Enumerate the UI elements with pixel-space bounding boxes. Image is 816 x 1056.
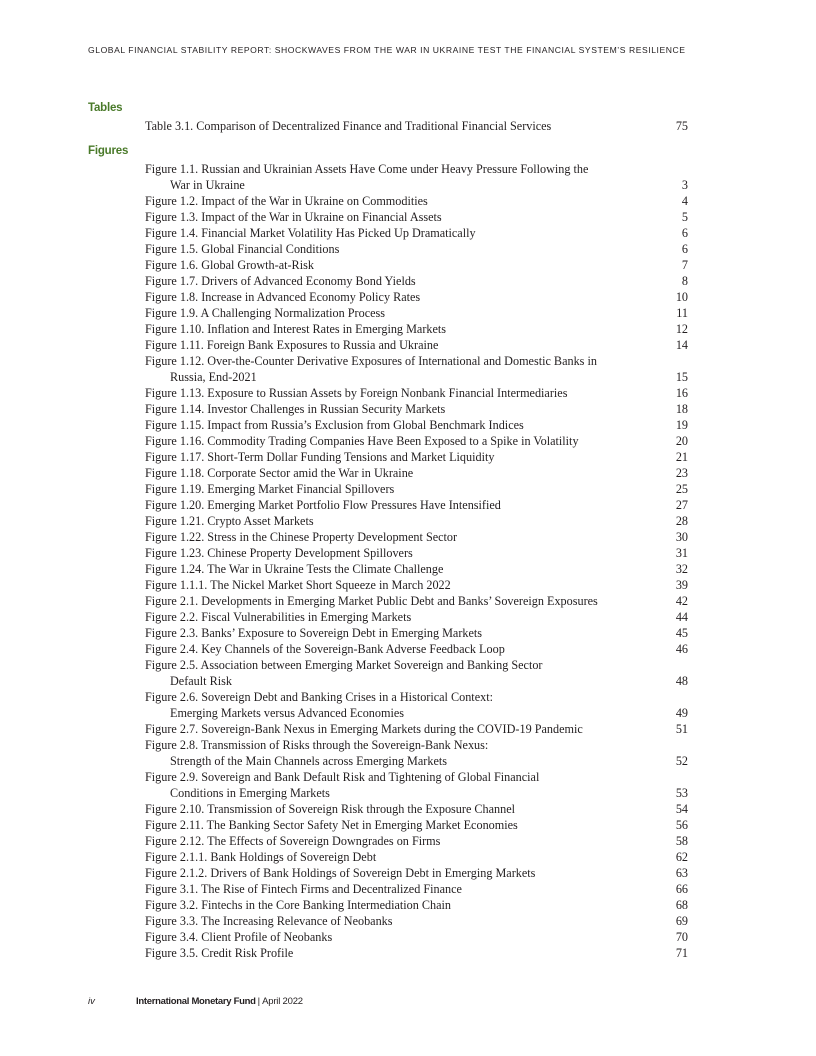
figure-entry bbox=[145, 273, 688, 289]
entry-page-number: 10 bbox=[675, 290, 688, 304]
entry-title: Figure 2.4. Key Channels of the Sovereign-Bank Adverse Feedback Loop bbox=[145, 642, 505, 656]
entry-page-number: 49 bbox=[675, 706, 688, 720]
entry-title-continuation: Default Risk bbox=[170, 674, 232, 688]
entry-title: Figure 1.18. Corporate Sector amid the War in Ukraine bbox=[145, 466, 414, 480]
entry-page-number: 58 bbox=[675, 834, 688, 848]
figure-entry bbox=[145, 305, 688, 321]
entry-title: Figure 3.5. Credit Risk Profile bbox=[145, 946, 294, 960]
figure-entry bbox=[145, 321, 688, 337]
running-header: GLOBAL FINANCIAL STABILITY REPORT: SHOCKWAVES FROM THE WAR IN UKRAINE TEST THE FINANCIAL SYSTEM’S RESILIENCE bbox=[88, 45, 686, 55]
entry-page-number: 7 bbox=[681, 258, 688, 272]
figure-entry bbox=[145, 561, 688, 577]
entry-page-number: 54 bbox=[675, 802, 688, 816]
entry-title: Figure 1.8. Increase in Advanced Economy Policy Rates bbox=[145, 290, 421, 304]
figure-entry bbox=[145, 161, 688, 193]
entry-page-number: 39 bbox=[675, 578, 688, 592]
entry-title: Figure 1.13. Exposure to Russian Assets by Foreign Nonbank Financial Intermediaries bbox=[145, 386, 568, 400]
figure-entry bbox=[145, 801, 688, 817]
entry-page-number: 6 bbox=[681, 242, 688, 256]
entry-page-number: 45 bbox=[675, 626, 688, 640]
figure-entry bbox=[145, 209, 688, 225]
entry-title: Figure 3.3. The Increasing Relevance of Neobanks bbox=[145, 914, 393, 928]
entry-title: Figure 1.23. Chinese Property Development Spillovers bbox=[145, 546, 413, 560]
figure-entry bbox=[145, 721, 688, 737]
figures-list bbox=[145, 161, 688, 961]
figure-entry bbox=[145, 945, 688, 961]
entry-title: Figure 1.4. Financial Market Volatility Has Picked Up Dramatically bbox=[145, 226, 476, 240]
figure-entry bbox=[145, 833, 688, 849]
entry-title: Figure 2.8. Transmission of Risks through the Sovereign-Bank Nexus: bbox=[145, 738, 489, 752]
entry-title: Figure 2.10. Transmission of Sovereign Risk through the Exposure Channel bbox=[145, 802, 516, 816]
entry-page-number: 23 bbox=[675, 466, 688, 480]
entry-page-number: 56 bbox=[675, 818, 688, 832]
entry-page-number: 15 bbox=[675, 370, 688, 384]
entry-page-number: 28 bbox=[675, 514, 688, 528]
entry-title: Figure 1.19. Emerging Market Financial Spillovers bbox=[145, 482, 395, 496]
entry-page-number: 6 bbox=[681, 226, 688, 240]
entry-title: Figure 2.1. Developments in Emerging Market Public Debt and Banks’ Sovereign Exposures bbox=[145, 594, 598, 608]
entry-title-continuation: Russia, End-2021 bbox=[170, 370, 257, 384]
figure-entry bbox=[145, 257, 688, 273]
entry-title: Figure 1.14. Investor Challenges in Russian Security Markets bbox=[145, 402, 446, 416]
figure-entry bbox=[145, 337, 688, 353]
entry-page-number: 75 bbox=[675, 119, 688, 133]
entry-page-number: 14 bbox=[675, 338, 688, 352]
entry-page-number: 30 bbox=[675, 530, 688, 544]
entry-page-number: 3 bbox=[681, 178, 688, 192]
figure-entry bbox=[145, 529, 688, 545]
figure-entry bbox=[145, 689, 688, 721]
entry-page-number: 25 bbox=[675, 482, 688, 496]
figure-entry bbox=[145, 817, 688, 833]
entry-title: Figure 3.2. Fintechs in the Core Banking Intermediation Chain bbox=[145, 898, 451, 912]
entry-page-number: 68 bbox=[675, 898, 688, 912]
entry-title: Figure 1.3. Impact of the War in Ukraine on Financial Assets bbox=[145, 210, 442, 224]
entry-page-number: 42 bbox=[675, 594, 688, 608]
entry-page-number: 51 bbox=[675, 722, 688, 736]
entry-page-number: 70 bbox=[675, 930, 688, 944]
page-folio: iv bbox=[88, 996, 95, 1007]
entry-title: Figure 1.5. Global Financial Conditions bbox=[145, 242, 340, 256]
figure-entry bbox=[145, 593, 688, 609]
figure-entry bbox=[145, 545, 688, 561]
entry-title: Figure 1.1. Russian and Ukrainian Assets Have Come under Heavy Pressure Following the bbox=[145, 162, 589, 176]
entry-page-number: 52 bbox=[675, 754, 688, 768]
entry-title: Figure 2.3. Banks’ Exposure to Sovereign Debt in Emerging Markets bbox=[145, 626, 483, 640]
entry-title-continuation: Emerging Markets versus Advanced Economies bbox=[170, 706, 404, 720]
figure-entry bbox=[145, 897, 688, 913]
entry-title: Figure 2.9. Sovereign and Bank Default Risk and Tightening of Global Financial bbox=[145, 770, 540, 784]
figure-entry bbox=[145, 609, 688, 625]
table-entry bbox=[145, 118, 688, 134]
entry-page-number: 66 bbox=[675, 882, 688, 896]
figure-entry bbox=[145, 401, 688, 417]
entry-title: Figure 1.7. Drivers of Advanced Economy Bond Yields bbox=[145, 274, 416, 288]
figure-entry bbox=[145, 193, 688, 209]
entry-page-number: 11 bbox=[676, 306, 688, 320]
entry-title: Figure 1.16. Commodity Trading Companies Have Been Exposed to a Spike in Volatility bbox=[145, 434, 579, 448]
entry-title: Figure 1.22. Stress in the Chinese Property Development Sector bbox=[145, 530, 458, 544]
entry-title: Figure 1.2. Impact of the War in Ukraine on Commodities bbox=[145, 194, 428, 208]
entry-title-continuation: Strength of the Main Channels across Emerging Markets bbox=[170, 754, 447, 768]
entry-title: Figure 2.7. Sovereign-Bank Nexus in Emerging Markets during the COVID-19 Pandemic bbox=[145, 722, 583, 736]
entry-page-number: 20 bbox=[675, 434, 688, 448]
entry-page-number: 62 bbox=[675, 850, 688, 864]
figure-entry bbox=[145, 225, 688, 241]
entry-title: Figure 1.17. Short-Term Dollar Funding Tensions and Market Liquidity bbox=[145, 450, 495, 464]
entry-title: Figure 1.9. A Challenging Normalization Process bbox=[145, 306, 385, 320]
figure-entry bbox=[145, 577, 688, 593]
figure-entry bbox=[145, 865, 688, 881]
figure-entry bbox=[145, 769, 688, 801]
entry-title: Figure 1.12. Over-the-Counter Derivative Exposures of International and Domestic Banks in bbox=[145, 354, 597, 368]
entry-title: Figure 1.10. Inflation and Interest Rates in Emerging Markets bbox=[145, 322, 447, 336]
entry-page-number: 71 bbox=[675, 946, 688, 960]
entry-title: Figure 1.1.1. The Nickel Market Short Squeeze in March 2022 bbox=[145, 578, 451, 592]
entry-title: Figure 2.5. Association between Emerging Market Sovereign and Banking Sector bbox=[145, 658, 543, 672]
figure-entry bbox=[145, 465, 688, 481]
entry-page-number: 44 bbox=[675, 610, 688, 624]
figure-entry bbox=[145, 913, 688, 929]
figure-entry bbox=[145, 929, 688, 945]
figure-entry bbox=[145, 849, 688, 865]
entry-title-continuation: Conditions in Emerging Markets bbox=[170, 786, 330, 800]
entry-page-number: 21 bbox=[675, 450, 688, 464]
figure-entry bbox=[145, 497, 688, 513]
entry-page-number: 32 bbox=[675, 562, 688, 576]
tables-section-label: Tables bbox=[88, 102, 123, 114]
entry-page-number: 27 bbox=[675, 498, 688, 512]
entry-title: Figure 1.6. Global Growth-at-Risk bbox=[145, 258, 314, 272]
figure-entry bbox=[145, 625, 688, 641]
entry-title: Figure 3.1. The Rise of Fintech Firms and Decentralized Finance bbox=[145, 882, 462, 896]
figure-entry bbox=[145, 385, 688, 401]
entry-page-number: 8 bbox=[681, 274, 688, 288]
entry-title: Figure 1.11. Foreign Bank Exposures to Russia and Ukraine bbox=[145, 338, 439, 352]
entry-page-number: 46 bbox=[675, 642, 688, 656]
entry-title: Figure 2.2. Fiscal Vulnerabilities in Emerging Markets bbox=[145, 610, 412, 624]
entry-title: Figure 1.24. The War in Ukraine Tests the Climate Challenge bbox=[145, 562, 444, 576]
figure-entry bbox=[145, 657, 688, 689]
footer-organization: International Monetary Fund bbox=[136, 996, 256, 1007]
entry-title: Figure 2.1.2. Drivers of Bank Holdings of Sovereign Debt in Emerging Markets bbox=[145, 866, 536, 880]
figure-entry bbox=[145, 241, 688, 257]
figure-entry bbox=[145, 513, 688, 529]
figure-entry bbox=[145, 289, 688, 305]
tables-list bbox=[145, 118, 688, 134]
figure-entry bbox=[145, 433, 688, 449]
entry-title: Figure 2.11. The Banking Sector Safety Net in Emerging Market Economies bbox=[145, 818, 518, 832]
entry-page-number: 12 bbox=[675, 322, 688, 336]
entry-title-continuation: War in Ukraine bbox=[170, 178, 245, 192]
entry-title: Figure 2.12. The Effects of Sovereign Downgrades on Firms bbox=[145, 834, 441, 848]
entry-page-number: 63 bbox=[675, 866, 688, 880]
entry-page-number: 31 bbox=[675, 546, 688, 560]
figure-entry bbox=[145, 881, 688, 897]
figure-entry bbox=[145, 737, 688, 769]
entry-title: Table 3.1. Comparison of Decentralized Finance and Traditional Financial Services bbox=[145, 119, 552, 133]
figure-entry bbox=[145, 481, 688, 497]
page-footer bbox=[88, 996, 303, 1007]
entry-title: Figure 3.4. Client Profile of Neobanks bbox=[145, 930, 333, 944]
figure-entry bbox=[145, 449, 688, 465]
figures-section-label: Figures bbox=[88, 145, 129, 157]
entry-page-number: 69 bbox=[675, 914, 688, 928]
entry-page-number: 53 bbox=[675, 786, 688, 800]
figure-entry bbox=[145, 353, 688, 385]
entry-title: Figure 1.20. Emerging Market Portfolio Flow Pressures Have Intensified bbox=[145, 498, 501, 512]
figure-entry bbox=[145, 417, 688, 433]
figure-entry bbox=[145, 641, 688, 657]
entry-page-number: 19 bbox=[675, 418, 688, 432]
entry-title: Figure 1.21. Crypto Asset Markets bbox=[145, 514, 314, 528]
entry-page-number: 48 bbox=[675, 674, 688, 688]
entry-title: Figure 2.1.1. Bank Holdings of Sovereign Debt bbox=[145, 850, 377, 864]
entry-title: Figure 1.15. Impact from Russia’s Exclusion from Global Benchmark Indices bbox=[145, 418, 524, 432]
entry-page-number: 5 bbox=[681, 210, 688, 224]
entry-title: Figure 2.6. Sovereign Debt and Banking Crises in a Historical Context: bbox=[145, 690, 493, 704]
entry-page-number: 18 bbox=[675, 402, 688, 416]
entry-page-number: 4 bbox=[681, 194, 688, 208]
footer-separator: | bbox=[257, 996, 261, 1007]
footer-date: April 2022 bbox=[262, 996, 303, 1007]
entry-page-number: 16 bbox=[675, 386, 688, 400]
